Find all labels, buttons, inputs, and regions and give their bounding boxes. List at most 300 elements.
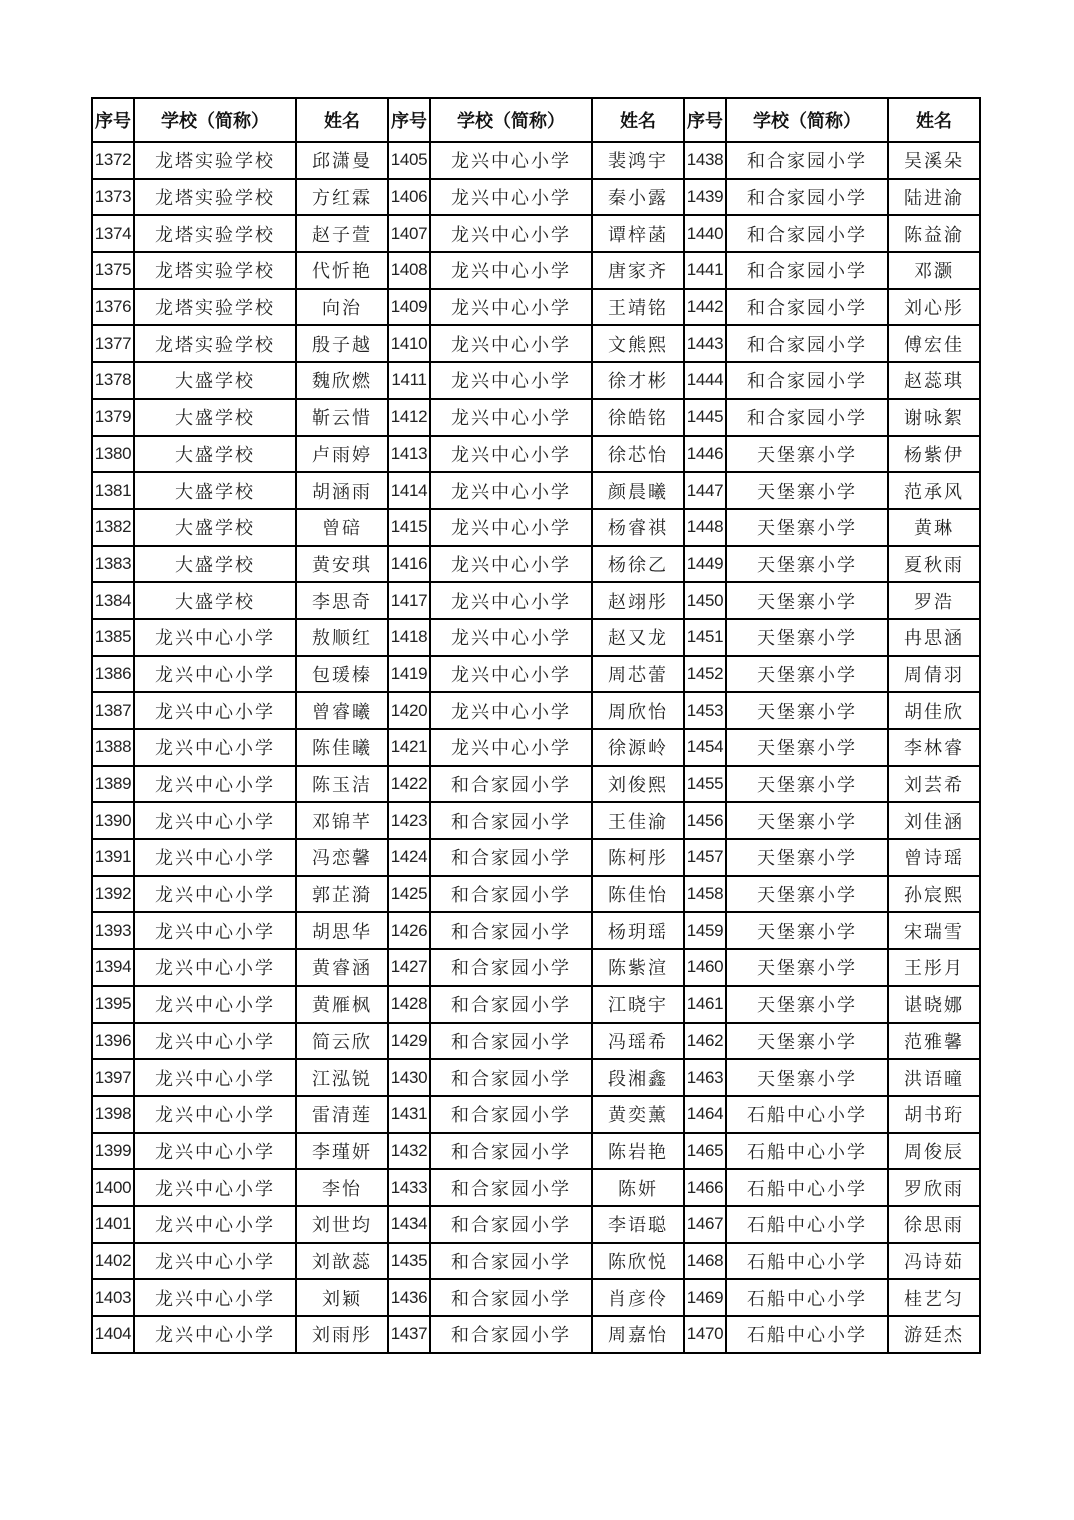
index-cell: 1448 (684, 509, 726, 546)
school-cell: 龙塔实验学校 (134, 215, 296, 252)
index-cell: 1457 (684, 839, 726, 876)
table-row (92, 179, 980, 216)
name-cell: 周嘉怡 (592, 1316, 684, 1353)
index-cell: 1447 (684, 472, 726, 509)
name-cell: 徐思雨 (888, 1206, 980, 1243)
name-cell: 江晓宇 (592, 986, 684, 1023)
school-cell: 天堡寨小学 (726, 619, 888, 656)
name-cell: 秦小露 (592, 179, 684, 216)
name-cell: 包瑗榛 (296, 656, 388, 693)
school-cell: 石船中心小学 (726, 1243, 888, 1280)
name-cell: 雷清莲 (296, 1096, 388, 1133)
name-cell: 向治 (296, 289, 388, 326)
school-cell: 龙兴中心小学 (430, 215, 592, 252)
school-cell: 龙塔实验学校 (134, 142, 296, 179)
index-cell: 1419 (388, 656, 430, 693)
school-cell: 和合家园小学 (430, 1169, 592, 1206)
index-cell: 1410 (388, 325, 430, 362)
school-cell: 和合家园小学 (430, 876, 592, 913)
table-row (92, 1316, 980, 1353)
school-cell: 和合家园小学 (430, 802, 592, 839)
school-cell: 龙兴中心小学 (430, 692, 592, 729)
name-cell: 周俊辰 (888, 1133, 980, 1170)
index-cell: 1458 (684, 876, 726, 913)
school-cell: 天堡寨小学 (726, 692, 888, 729)
name-cell: 范雅馨 (888, 1023, 980, 1060)
index-cell: 1434 (388, 1206, 430, 1243)
index-cell: 1470 (684, 1316, 726, 1353)
index-cell: 1461 (684, 986, 726, 1023)
school-cell: 龙兴中心小学 (430, 546, 592, 583)
index-cell: 1397 (92, 1059, 134, 1096)
index-cell: 1384 (92, 582, 134, 619)
school-cell: 天堡寨小学 (726, 949, 888, 986)
name-cell: 罗浩 (888, 582, 980, 619)
school-cell: 龙兴中心小学 (134, 839, 296, 876)
name-cell: 江泓锐 (296, 1059, 388, 1096)
name-cell: 刘歆蕊 (296, 1243, 388, 1280)
table-row (92, 986, 980, 1023)
index-cell: 1463 (684, 1059, 726, 1096)
index-cell: 1412 (388, 399, 430, 436)
index-cell: 1408 (388, 252, 430, 289)
school-cell: 龙兴中心小学 (430, 472, 592, 509)
name-cell: 徐芯怡 (592, 436, 684, 473)
index-cell: 1452 (684, 656, 726, 693)
index-cell: 1413 (388, 436, 430, 473)
school-cell: 天堡寨小学 (726, 986, 888, 1023)
name-cell: 杨紫伊 (888, 436, 980, 473)
index-cell: 1383 (92, 546, 134, 583)
index-cell: 1433 (388, 1169, 430, 1206)
school-cell: 龙兴中心小学 (134, 1096, 296, 1133)
name-cell: 赵子萱 (296, 215, 388, 252)
name-cell: 范承风 (888, 472, 980, 509)
table-row (92, 289, 980, 326)
table-row (92, 142, 980, 179)
name-cell: 曾诗瑶 (888, 839, 980, 876)
index-cell: 1388 (92, 729, 134, 766)
header-school: 学校（简称） (726, 98, 888, 142)
index-cell: 1382 (92, 509, 134, 546)
school-cell: 和合家园小学 (726, 142, 888, 179)
index-cell: 1420 (388, 692, 430, 729)
name-cell: 魏欣燃 (296, 362, 388, 399)
name-cell: 刘俊熙 (592, 766, 684, 803)
name-cell: 黄奕薰 (592, 1096, 684, 1133)
name-cell: 陈妍 (592, 1169, 684, 1206)
school-cell: 龙兴中心小学 (134, 986, 296, 1023)
school-cell: 和合家园小学 (430, 986, 592, 1023)
table-row (92, 215, 980, 252)
index-cell: 1415 (388, 509, 430, 546)
index-cell: 1455 (684, 766, 726, 803)
table-row (92, 619, 980, 656)
name-cell: 刘雨彤 (296, 1316, 388, 1353)
index-cell: 1396 (92, 1023, 134, 1060)
table-row (92, 802, 980, 839)
school-cell: 天堡寨小学 (726, 876, 888, 913)
index-cell: 1423 (388, 802, 430, 839)
name-cell: 代忻艳 (296, 252, 388, 289)
school-cell: 和合家园小学 (430, 912, 592, 949)
index-cell: 1430 (388, 1059, 430, 1096)
index-cell: 1392 (92, 876, 134, 913)
index-cell: 1460 (684, 949, 726, 986)
table-row (92, 1133, 980, 1170)
school-cell: 龙兴中心小学 (134, 1059, 296, 1096)
school-cell: 天堡寨小学 (726, 472, 888, 509)
name-cell: 吴溪朵 (888, 142, 980, 179)
table-row (92, 325, 980, 362)
roster-table (91, 97, 981, 1354)
school-cell: 龙塔实验学校 (134, 179, 296, 216)
school-cell: 龙塔实验学校 (134, 289, 296, 326)
index-cell: 1395 (92, 986, 134, 1023)
index-cell: 1373 (92, 179, 134, 216)
school-cell: 石船中心小学 (726, 1206, 888, 1243)
index-cell: 1437 (388, 1316, 430, 1353)
school-cell: 龙兴中心小学 (430, 729, 592, 766)
index-cell: 1402 (92, 1243, 134, 1280)
index-cell: 1432 (388, 1133, 430, 1170)
index-cell: 1429 (388, 1023, 430, 1060)
school-cell: 龙兴中心小学 (430, 582, 592, 619)
header-index: 序号 (92, 98, 134, 142)
school-cell: 龙兴中心小学 (134, 1279, 296, 1316)
index-cell: 1374 (92, 215, 134, 252)
school-cell: 天堡寨小学 (726, 509, 888, 546)
school-cell: 天堡寨小学 (726, 582, 888, 619)
header-row (92, 98, 980, 142)
index-cell: 1386 (92, 656, 134, 693)
index-cell: 1440 (684, 215, 726, 252)
index-cell: 1409 (388, 289, 430, 326)
school-cell: 和合家园小学 (430, 1059, 592, 1096)
name-cell: 冯瑶希 (592, 1023, 684, 1060)
school-cell: 龙兴中心小学 (134, 949, 296, 986)
school-cell: 龙兴中心小学 (134, 1023, 296, 1060)
table-row (92, 472, 980, 509)
school-cell: 龙兴中心小学 (134, 1169, 296, 1206)
header-school: 学校（简称） (430, 98, 592, 142)
index-cell: 1381 (92, 472, 134, 509)
index-cell: 1467 (684, 1206, 726, 1243)
school-cell: 和合家园小学 (726, 289, 888, 326)
name-cell: 游廷杰 (888, 1316, 980, 1353)
index-cell: 1459 (684, 912, 726, 949)
table-row (92, 252, 980, 289)
school-cell: 和合家园小学 (430, 766, 592, 803)
school-cell: 龙兴中心小学 (430, 362, 592, 399)
name-cell: 夏秋雨 (888, 546, 980, 583)
header-name: 姓名 (296, 98, 388, 142)
name-cell: 徐源岭 (592, 729, 684, 766)
school-cell: 龙兴中心小学 (134, 729, 296, 766)
school-cell: 大盛学校 (134, 399, 296, 436)
name-cell: 陈佳曦 (296, 729, 388, 766)
header-name: 姓名 (592, 98, 684, 142)
table-row (92, 1059, 980, 1096)
name-cell: 徐皓铭 (592, 399, 684, 436)
school-cell: 龙兴中心小学 (134, 1206, 296, 1243)
name-cell: 赵翊彤 (592, 582, 684, 619)
name-cell: 段湘鑫 (592, 1059, 684, 1096)
index-cell: 1379 (92, 399, 134, 436)
name-cell: 谢咏絮 (888, 399, 980, 436)
index-cell: 1465 (684, 1133, 726, 1170)
index-cell: 1407 (388, 215, 430, 252)
school-cell: 石船中心小学 (726, 1133, 888, 1170)
name-cell: 唐家齐 (592, 252, 684, 289)
index-cell: 1400 (92, 1169, 134, 1206)
school-cell: 天堡寨小学 (726, 839, 888, 876)
school-cell: 和合家园小学 (430, 1023, 592, 1060)
school-cell: 龙兴中心小学 (430, 142, 592, 179)
name-cell: 邓锦芊 (296, 802, 388, 839)
name-cell: 陈柯彤 (592, 839, 684, 876)
school-cell: 石船中心小学 (726, 1316, 888, 1353)
school-cell: 石船中心小学 (726, 1096, 888, 1133)
school-cell: 龙塔实验学校 (134, 252, 296, 289)
index-cell: 1442 (684, 289, 726, 326)
table-row (92, 729, 980, 766)
name-cell: 周芯蕾 (592, 656, 684, 693)
table-row (92, 362, 980, 399)
name-cell: 卢雨婷 (296, 436, 388, 473)
index-cell: 1398 (92, 1096, 134, 1133)
table-row (92, 1023, 980, 1060)
table-row (92, 399, 980, 436)
index-cell: 1454 (684, 729, 726, 766)
school-cell: 大盛学校 (134, 509, 296, 546)
table-body (92, 142, 980, 1353)
school-cell: 龙兴中心小学 (430, 619, 592, 656)
name-cell: 邓灏 (888, 252, 980, 289)
name-cell: 杨玥瑶 (592, 912, 684, 949)
school-cell: 和合家园小学 (726, 179, 888, 216)
school-cell: 和合家园小学 (430, 1243, 592, 1280)
name-cell: 周欣怡 (592, 692, 684, 729)
index-cell: 1441 (684, 252, 726, 289)
school-cell: 龙兴中心小学 (430, 325, 592, 362)
school-cell: 和合家园小学 (726, 399, 888, 436)
school-cell: 大盛学校 (134, 362, 296, 399)
name-cell: 李思奇 (296, 582, 388, 619)
name-cell: 刘佳涵 (888, 802, 980, 839)
index-cell: 1385 (92, 619, 134, 656)
school-cell: 和合家园小学 (430, 1206, 592, 1243)
index-cell: 1424 (388, 839, 430, 876)
school-cell: 和合家园小学 (430, 1133, 592, 1170)
school-cell: 天堡寨小学 (726, 436, 888, 473)
header-index: 序号 (388, 98, 430, 142)
name-cell: 陈玉洁 (296, 766, 388, 803)
index-cell: 1389 (92, 766, 134, 803)
index-cell: 1404 (92, 1316, 134, 1353)
index-cell: 1427 (388, 949, 430, 986)
name-cell: 文熊熙 (592, 325, 684, 362)
school-cell: 天堡寨小学 (726, 912, 888, 949)
school-cell: 大盛学校 (134, 472, 296, 509)
school-cell: 和合家园小学 (726, 362, 888, 399)
index-cell: 1405 (388, 142, 430, 179)
name-cell: 简云欣 (296, 1023, 388, 1060)
index-cell: 1431 (388, 1096, 430, 1133)
index-cell: 1439 (684, 179, 726, 216)
index-cell: 1462 (684, 1023, 726, 1060)
index-cell: 1390 (92, 802, 134, 839)
index-cell: 1444 (684, 362, 726, 399)
name-cell: 殷子越 (296, 325, 388, 362)
name-cell: 刘芸希 (888, 766, 980, 803)
name-cell: 肖彦伶 (592, 1279, 684, 1316)
name-cell: 黄雁枫 (296, 986, 388, 1023)
index-cell: 1466 (684, 1169, 726, 1206)
index-cell: 1387 (92, 692, 134, 729)
name-cell: 徐才彬 (592, 362, 684, 399)
index-cell: 1372 (92, 142, 134, 179)
school-cell: 龙兴中心小学 (430, 509, 592, 546)
table-row (92, 1243, 980, 1280)
index-cell: 1468 (684, 1243, 726, 1280)
index-cell: 1469 (684, 1279, 726, 1316)
name-cell: 冉思涵 (888, 619, 980, 656)
school-cell: 大盛学校 (134, 436, 296, 473)
header-index: 序号 (684, 98, 726, 142)
school-cell: 石船中心小学 (726, 1169, 888, 1206)
name-cell: 陈紫渲 (592, 949, 684, 986)
school-cell: 和合家园小学 (726, 252, 888, 289)
index-cell: 1428 (388, 986, 430, 1023)
name-cell: 敖顺红 (296, 619, 388, 656)
school-cell: 龙兴中心小学 (134, 1133, 296, 1170)
school-cell: 龙兴中心小学 (430, 436, 592, 473)
school-cell: 天堡寨小学 (726, 802, 888, 839)
school-cell: 龙兴中心小学 (134, 656, 296, 693)
table-row (92, 546, 980, 583)
index-cell: 1375 (92, 252, 134, 289)
name-cell: 胡涵雨 (296, 472, 388, 509)
table-row (92, 1096, 980, 1133)
name-cell: 陈欣悦 (592, 1243, 684, 1280)
index-cell: 1399 (92, 1133, 134, 1170)
school-cell: 龙兴中心小学 (430, 399, 592, 436)
index-cell: 1406 (388, 179, 430, 216)
name-cell: 宋瑞雪 (888, 912, 980, 949)
index-cell: 1422 (388, 766, 430, 803)
name-cell: 刘颖 (296, 1279, 388, 1316)
index-cell: 1376 (92, 289, 134, 326)
index-cell: 1394 (92, 949, 134, 986)
index-cell: 1377 (92, 325, 134, 362)
school-cell: 龙塔实验学校 (134, 325, 296, 362)
index-cell: 1380 (92, 436, 134, 473)
school-cell: 龙兴中心小学 (134, 619, 296, 656)
school-cell: 和合家园小学 (430, 1279, 592, 1316)
table-row (92, 1169, 980, 1206)
school-cell: 龙兴中心小学 (430, 179, 592, 216)
school-cell: 和合家园小学 (430, 1096, 592, 1133)
name-cell: 刘心彤 (888, 289, 980, 326)
school-cell: 天堡寨小学 (726, 656, 888, 693)
name-cell: 胡佳欣 (888, 692, 980, 729)
school-cell: 龙兴中心小学 (430, 289, 592, 326)
name-cell: 裴鸿宇 (592, 142, 684, 179)
name-cell: 郭芷漪 (296, 876, 388, 913)
school-cell: 天堡寨小学 (726, 546, 888, 583)
index-cell: 1426 (388, 912, 430, 949)
name-cell: 李林睿 (888, 729, 980, 766)
school-cell: 龙兴中心小学 (134, 1243, 296, 1280)
table-row (92, 839, 980, 876)
name-cell: 冯诗茹 (888, 1243, 980, 1280)
index-cell: 1417 (388, 582, 430, 619)
name-cell: 李瑾妍 (296, 1133, 388, 1170)
name-cell: 孙宸熙 (888, 876, 980, 913)
name-cell: 王彤月 (888, 949, 980, 986)
index-cell: 1391 (92, 839, 134, 876)
index-cell: 1435 (388, 1243, 430, 1280)
name-cell: 颜晨曦 (592, 472, 684, 509)
name-cell: 曾睿曦 (296, 692, 388, 729)
index-cell: 1414 (388, 472, 430, 509)
index-cell: 1456 (684, 802, 726, 839)
name-cell: 陈佳怡 (592, 876, 684, 913)
index-cell: 1449 (684, 546, 726, 583)
table-row (92, 876, 980, 913)
table-row (92, 582, 980, 619)
index-cell: 1418 (388, 619, 430, 656)
index-cell: 1438 (684, 142, 726, 179)
school-cell: 龙兴中心小学 (134, 766, 296, 803)
name-cell: 李语聪 (592, 1206, 684, 1243)
school-cell: 天堡寨小学 (726, 1059, 888, 1096)
name-cell: 王佳渝 (592, 802, 684, 839)
index-cell: 1378 (92, 362, 134, 399)
table-row (92, 692, 980, 729)
index-cell: 1443 (684, 325, 726, 362)
school-cell: 大盛学校 (134, 546, 296, 583)
school-cell: 龙兴中心小学 (134, 692, 296, 729)
school-cell: 龙兴中心小学 (134, 876, 296, 913)
name-cell: 靳云惜 (296, 399, 388, 436)
name-cell: 杨睿祺 (592, 509, 684, 546)
index-cell: 1436 (388, 1279, 430, 1316)
index-cell: 1416 (388, 546, 430, 583)
name-cell: 曾碚 (296, 509, 388, 546)
name-cell: 邱潇曼 (296, 142, 388, 179)
school-cell: 和合家园小学 (430, 839, 592, 876)
name-cell: 李怡 (296, 1169, 388, 1206)
table-row (92, 656, 980, 693)
name-cell: 罗欣雨 (888, 1169, 980, 1206)
index-cell: 1445 (684, 399, 726, 436)
name-cell: 桂艺匀 (888, 1279, 980, 1316)
school-cell: 天堡寨小学 (726, 729, 888, 766)
school-cell: 石船中心小学 (726, 1279, 888, 1316)
table-row (92, 912, 980, 949)
name-cell: 黄安琪 (296, 546, 388, 583)
index-cell: 1393 (92, 912, 134, 949)
table-row (92, 1206, 980, 1243)
index-cell: 1464 (684, 1096, 726, 1133)
index-cell: 1401 (92, 1206, 134, 1243)
name-cell: 赵又龙 (592, 619, 684, 656)
index-cell: 1411 (388, 362, 430, 399)
name-cell: 刘世均 (296, 1206, 388, 1243)
index-cell: 1453 (684, 692, 726, 729)
